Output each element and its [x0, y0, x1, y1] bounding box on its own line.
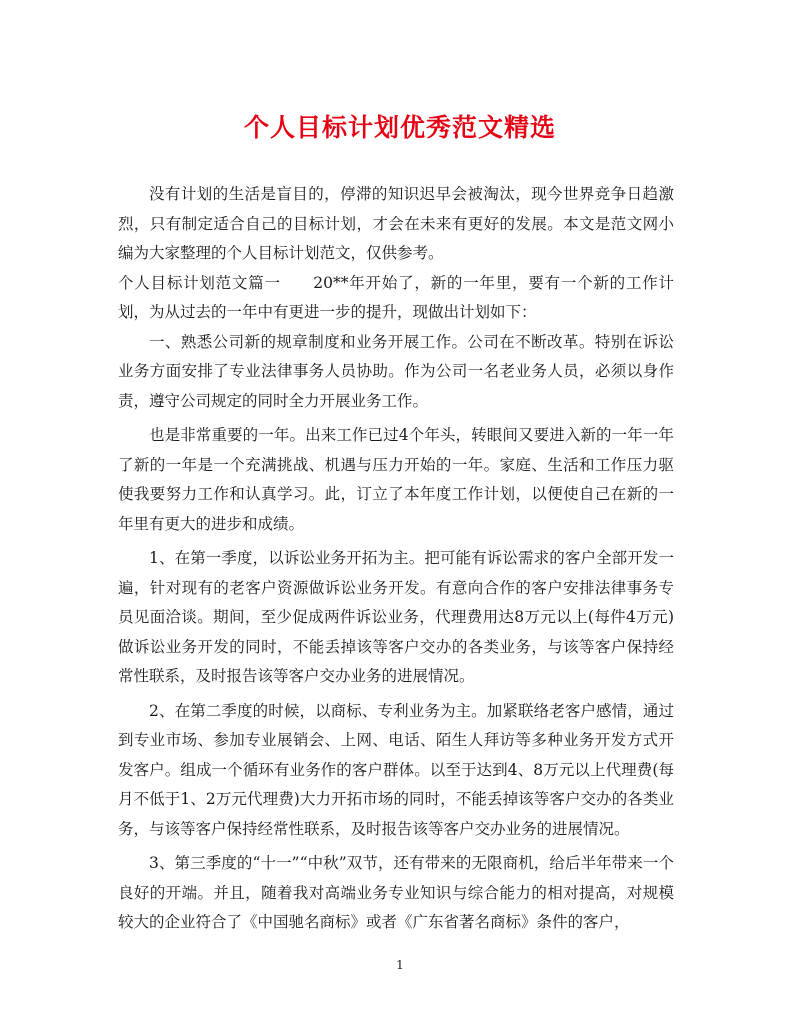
paragraph-quarter-two: 2、在第二季度的时候，以商标、专利业务为主。加紧联络老客户感情，通过到专业市场、参加专业展销会、上网、电话、陌生人拜访等多种业务开发方式开发客户。组成一个循环有业务作的客户群体。以至于达到4、8万元以上代理费(每月不低于1、2万元代理费)大力开拓市场的同时，不能丢掉该等客户交办的各类业务，与该等客户保持经常性联系，及时报告该等客户交办业务的进展情况。 [118, 701, 674, 838]
document-body [118, 180, 674, 938]
document-title: 个人目标计划优秀范文精选 [243, 113, 556, 142]
paragraph-quarter-three: 3、第三季度的“十一”“中秋”双节，还有带来的无限商机，给后半年带来一个良好的开端。并且，随着我对高端业务专业知识与综合能力的相对提高，对规模较大的企业符合了《中国驰名商标》或者《广东省著名商标》条件的客户， [118, 854, 674, 931]
paragraph-plan-heading: 个人目标计划范文篇一 20**年开始了，新的一年里，要有一个新的工作计划，为从过去的一年中有更进一步的提升，现做出计划如下： [118, 273, 674, 321]
paragraph-year-overview: 也是非常重要的一年。出来工作已过4个年头，转眼间又要进入新的一年一年了新的一年是一个充满挑战、机遇与压力开始的一年。家庭、生活和工作压力驱使我要努力工作和认真学习。此，订立了本年度工作计划，以便使自己在新的一年里有更大的进步和成绩。 [118, 426, 674, 533]
page-number: 1 [396, 958, 404, 972]
paragraph-intro: 没有计划的生活是盲目的，停滞的知识迟早会被淘汰，现今世界竞争日趋激烈，只有制定适合自己的目标计划，才会在未来有更好的发展。本文是范文网小编为大家整理的个人目标计划范文，仅供参考。 [118, 185, 674, 262]
paragraph-section-one: 一、熟悉公司新的规章制度和业务开展工作。公司在不断改革。特别在诉讼业务方面安排了专业法律事务人员协助。作为公司一名老业务人员，必须以身作责，遵守公司规定的同时全力开展业务工作。 [118, 332, 674, 410]
paragraph-quarter-one: 1、在第一季度，以诉讼业务开拓为主。把可能有诉讼需求的客户全部开发一遍，针对现有的老客户资源做诉讼业务开发。有意向合作的客户安排法律事务专员见面洽谈。期间，至少促成两件诉讼业务，代理费用达8万元以上(每件4万元)做诉讼业务开发的同时，不能丢掉该等客户交办的各类业务，与该等客户保持经常性联系，及时报告该等客户交办业务的进展情况。 [118, 549, 674, 685]
